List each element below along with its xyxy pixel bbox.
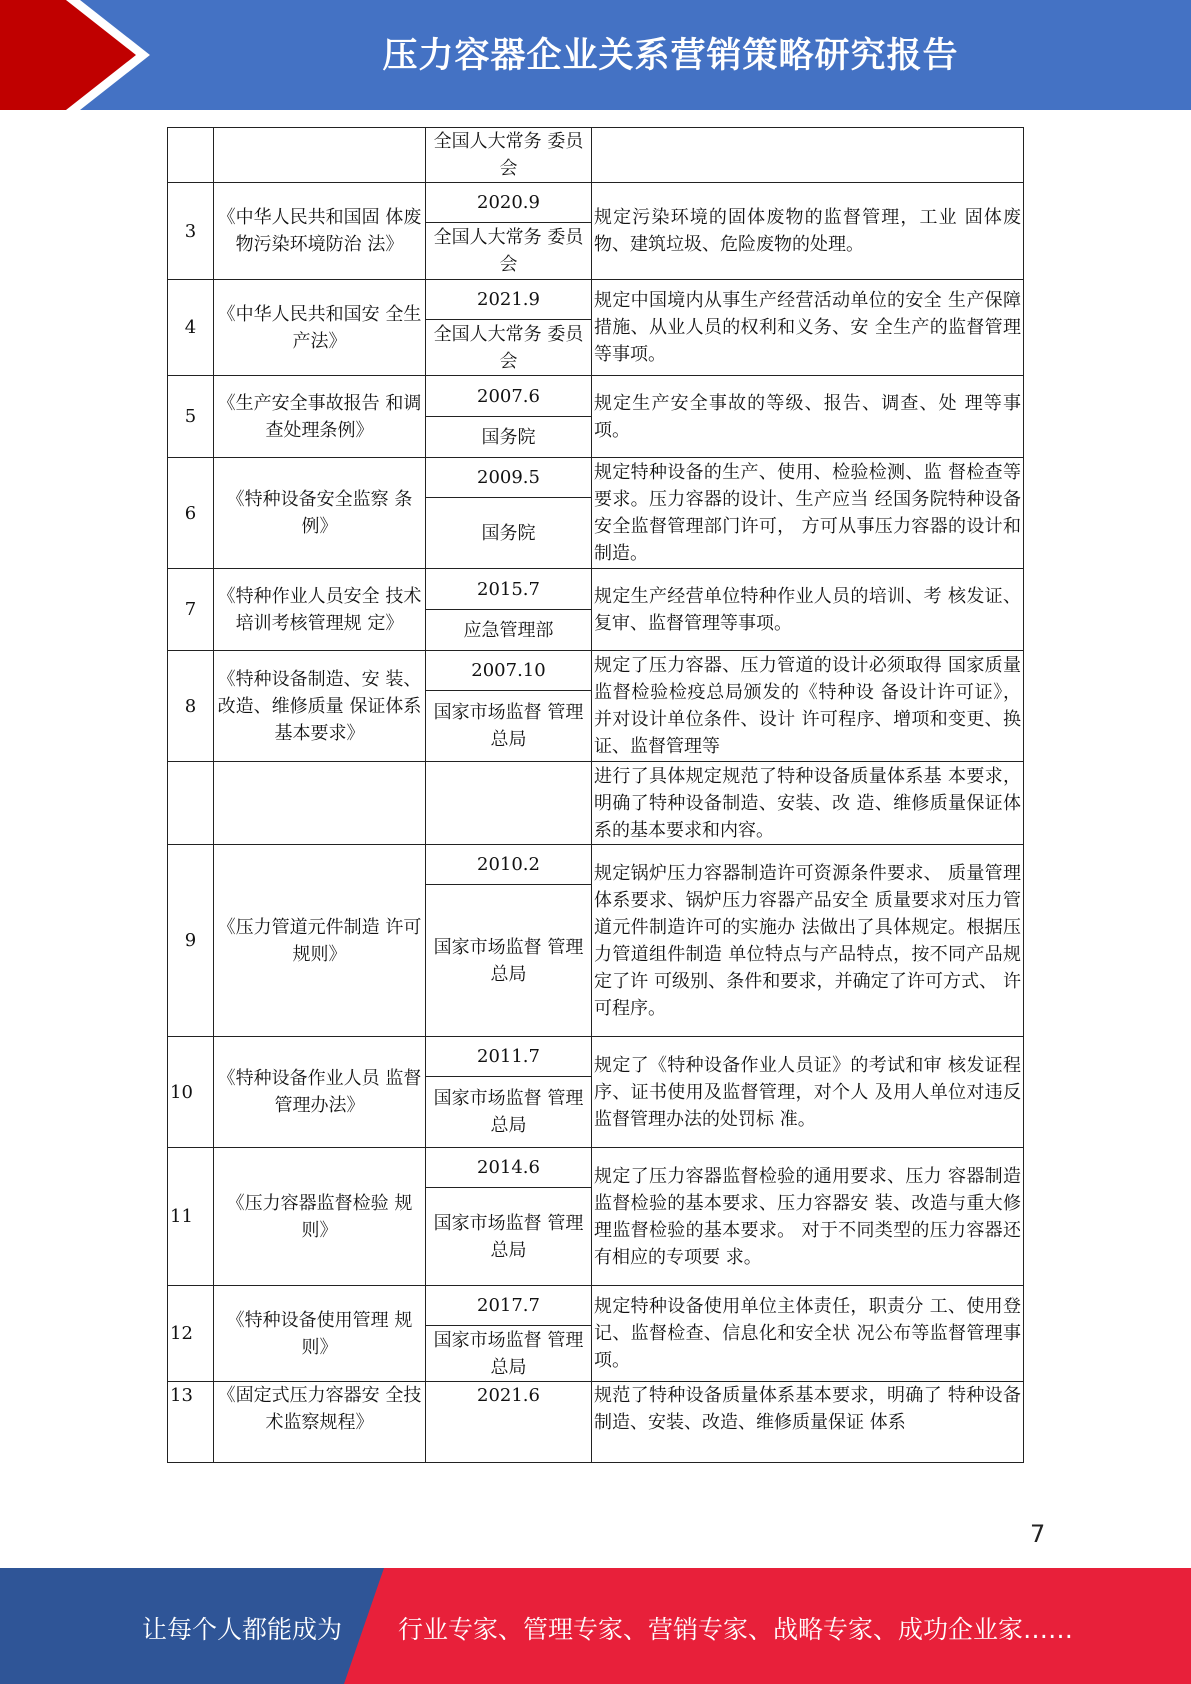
regulation-name: 《特种作业人员安全 技术培训考核管理规 定》 [214,569,426,651]
issue-date: 2007.6 [426,376,592,417]
regulation-description: 规范了特种设备质量体系基本要求，明确了 特种设备制造、安装、改造、维修质量保证 体系 [592,1382,1024,1463]
issuer: 国家市场监督 管理总局 [426,691,592,762]
row-number: 11 [168,1148,214,1286]
row-number: 10 [168,1037,214,1148]
row-number [168,128,214,183]
table-row [168,651,1024,691]
row-number: 7 [168,569,214,651]
issuer: 全国人大常务 委员会 [426,320,592,376]
table-row [168,569,1024,610]
table-row [168,183,1024,223]
row-number: 6 [168,458,214,569]
regulation-description: 规定了压力容器监督检验的通用要求、压力 容器制造监督检验的基本要求、压力容器安 装、改造与重大修理监督检验的基本要求。 对于不同类型的压力容器还有相应的专项要 求。 [592,1148,1024,1286]
page-footer [0,1568,1191,1684]
issue-date: 2009.5 [426,458,592,498]
issuer: 应急管理部 [426,610,592,651]
regulation-description: 规定了《特种设备作业人员证》的考试和审 核发证程序、证书使用及监督管理，对个人 及用人单位对违反监督管理办法的处罚标 准。 [592,1037,1024,1148]
table-row [168,128,1024,183]
row-number: 8 [168,651,214,762]
issue-date: 2007.10 [426,651,592,691]
issuer: 国家市场监督 管理总局 [426,1188,592,1286]
page-header [0,0,1191,110]
regulation-description: 进行了具体规定规范了特种设备质量体系基 本要求，明确了特种设备制造、安装、改 造、维修质量保证体系的基本要求和内容。 [592,762,1024,845]
row-number: 5 [168,376,214,458]
issue-date: 2010.2 [426,845,592,885]
regulation-name [214,762,426,845]
table-row [168,376,1024,417]
issuer: 全国人大常务 委员会 [426,128,592,183]
issue-date: 2011.7 [426,1037,592,1077]
header-red-chevron [0,0,150,110]
page-number: 7 [1030,1520,1046,1548]
row-number: 3 [168,183,214,280]
table-row [168,458,1024,498]
regulation-description: 规定生产经营单位特种作业人员的培训、考 核发证、复审、监督管理等事项。 [592,569,1024,651]
regulation-name: 《中华人民共和国固 体废物污染环境防治 法》 [214,183,426,280]
regulations-table [167,127,1024,1463]
regulation-name: 《固定式压力容器安 全技术监察规程》 [214,1382,426,1463]
issue-date: 2015.7 [426,569,592,610]
table-row [168,1286,1024,1326]
regulation-description: 规定锅炉压力容器制造许可资源条件要求、 质量管理体系要求、锅炉压力容器产品安全 质量要求对压力管道元件制造许可的实施办 法做出了具体规定。根据压力管道组件制造 单位特点与产品特点，按不同产品规定了许 可级别、条件和要求，并确定了许可方式、 许可程序。 [592,845,1024,1037]
regulation-description: 规定特种设备的生产、使用、检验检测、监 督检查等要求。压力容器的设计、生产应当 经国务院特种设备安全监督管理部门许可， 方可从事压力容器的设计和制造。 [592,458,1024,569]
regulation-name: 《特种设备使用管理 规则》 [214,1286,426,1382]
issuer: 全国人大常务 委员会 [426,223,592,280]
issue-date: 2020.9 [426,183,592,223]
regulations-table-wrapper [167,127,1023,1433]
row-number: 13 [168,1382,214,1463]
issue-date: 2021.9 [426,280,592,320]
issuer: 国家市场监督 管理总局 [426,1077,592,1148]
regulation-description [592,128,1024,183]
issuer: 国务院 [426,417,592,458]
footer-slogan-left: 让每个人都能成为 [142,1615,343,1644]
footer-slogan-right: 行业专家、管理专家、营销专家、战略专家、成功企业家…… [398,1615,1074,1644]
table-row [168,845,1024,885]
table-row [168,1382,1024,1463]
regulation-description: 规定生产安全事故的等级、报告、调查、处 理等事项。 [592,376,1024,458]
regulation-description: 规定中国境内从事生产经营活动单位的安全 生产保障措施、从业人员的权利和义务、安 全生产的监督管理等事项。 [592,280,1024,376]
regulation-name: 《特种设备制造、安 装、改造、维修质量 保证体系基本要求》 [214,651,426,762]
regulation-name: 《特种设备作业人员 监督管理办法》 [214,1037,426,1148]
table-row [168,1148,1024,1188]
regulation-description: 规定特种设备使用单位主体责任，职责分 工、使用登记、监督检查、信息化和安全状 况公布等监督管理事项。 [592,1286,1024,1382]
issuer: 国家市场监督 管理总局 [426,885,592,1037]
page-title: 压力容器企业关系营销策略研究报告 [382,36,959,76]
issuer: 国务院 [426,498,592,569]
regulation-description: 规定污染环境的固体废物的监督管理，工业 固体废物、建筑垃圾、危险废物的处理。 [592,183,1024,280]
table-row [168,1037,1024,1077]
regulation-name: 《中华人民共和国安 全生产法》 [214,280,426,376]
row-number: 12 [168,1286,214,1382]
table-row [168,280,1024,320]
regulation-name: 《特种设备安全监察 条例》 [214,458,426,569]
regulation-name: 《压力容器监督检验 规则》 [214,1148,426,1286]
regulation-name [214,128,426,183]
issuer [426,762,592,845]
row-number: 9 [168,845,214,1037]
regulation-name: 《压力管道元件制造 许可规则》 [214,845,426,1037]
regulation-name: 《生产安全事故报告 和调查处理条例》 [214,376,426,458]
table-row [168,762,1024,845]
issue-date: 2021.6 [426,1382,592,1463]
issue-date: 2014.6 [426,1148,592,1188]
issue-date: 2017.7 [426,1286,592,1326]
row-number [168,762,214,845]
issuer: 国家市场监督 管理总局 [426,1326,592,1382]
regulation-description: 规定了压力容器、压力管道的设计必须取得 国家质量监督检验检疫总局颁发的《特种设 备设计许可证》，并对设计单位条件、设计 许可程序、增项和变更、换证、监督管理等 [592,651,1024,762]
row-number: 4 [168,280,214,376]
